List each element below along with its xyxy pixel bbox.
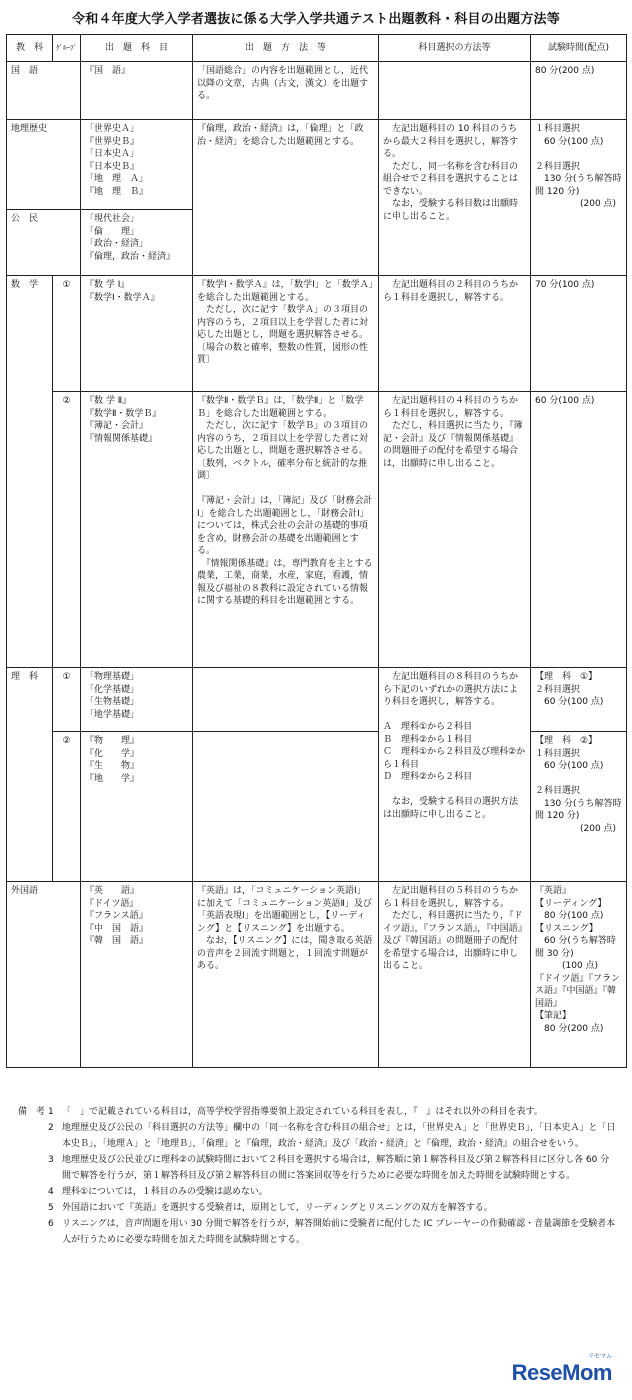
time-cell: 『英語』 【リーディング】 80 分(100 点) 【リスニング】 60 分(うち解答時間 30 分) (100 点) 『ドイツ語』『フランス語』『中国語』『韓国語』 【筆記】 80 分(200 点)	[531, 882, 627, 1068]
selection-cell: 左記出題科目の４科目のうちから１科目を選択し，解答する。 ただし，科目選択に当たり，『簿記・会計』及び『情報関係基礎』の問題冊子の配付を希望する場合は，出願時に申し出ること。	[379, 392, 531, 668]
note-number: 6	[48, 1219, 54, 1229]
course-cell: 『国 語』	[81, 62, 193, 120]
subject-cell: 外国語	[7, 882, 81, 1068]
header-time: 試験時間(配点)	[531, 35, 627, 62]
time-cell: 【理 科 ①】 ２科目選択 60 分(100 点)	[531, 668, 627, 732]
selection-cell: 左記出題科目の 10 科目のうちから最大２科目を選択し，解答する。 ただし，同一名称を含む科目の組合せで２科目を選択することはできない。 なお，受験する科目数は出願時に申し出ること。	[379, 120, 531, 276]
method-cell: 『数学Ⅰ・数学Ａ』は，「数学Ⅰ」と「数学Ａ」を総合した出題範囲とする。 ただし，次に記す「数学Ａ」の３項目の内容のうち，２項目以上を学習した者に対応した出題とし，問題を選択解答させる。 〔場合の数と確率，整数の性質，図形の性質〕	[193, 276, 379, 392]
note-number: 3	[48, 1155, 54, 1165]
selection-cell: 左記出題科目の５科目のうちから１科目を選択し，解答する。 ただし，科目選択に当たり，『ドイツ語』，『フランス語』，『中国語』及び『韓国語』の問題冊子の配付を希望する場合は，出願時に申し出ること。	[379, 882, 531, 1068]
page-title: 令和４年度大学入学者選抜に係る大学入学共通テスト出題教科・科目の出題方法等	[72, 12, 560, 27]
table-header-row	[7, 35, 627, 62]
course-cell: 『物 理』 『化 学』 『生 物』 『地 学』	[81, 732, 193, 882]
subject-cell: 数 学	[7, 276, 53, 668]
time-cell: 60 分(100 点)	[531, 392, 627, 668]
course-cell: 『英 語』 『ドイツ語』 『フランス語』 『中 国 語』 『韓 国 語』	[81, 882, 193, 1068]
note-number: 4	[48, 1187, 54, 1197]
notes-section	[18, 1104, 618, 1248]
note-item	[18, 1104, 618, 1120]
group-cell: ②	[53, 732, 81, 882]
method-cell: 『数学Ⅱ・数学Ｂ』は，「数学Ⅱ」と「数学Ｂ」を総合した出題範囲とする。 ただし，次に記す「数学Ｂ」の３項目の内容のうち，２項目以上を学習した者に対応した出題とし，問題を選択解答させる。 〔数列，ベクトル，確率分布と統計的な推測〕 『簿記・会計』は，「簿記」及び「財務会計Ⅰ」を総合した出題範囲とし，「財務会計Ⅰ」については，株式会社の会計の基礎的事項を含め，財務会計の基礎を出題範囲とする。 『情報関係基礎』は，専門教育を主とする農業，工業，商業，水産，家庭，看護，情報及び福祉の８教科に設定されている情報に関する基礎的科目を出題範囲とする。	[193, 392, 379, 668]
table-row-sugaku2	[7, 392, 627, 668]
time-cell: 70 分(100 点)	[531, 276, 627, 392]
course-cell: 「物理基礎」 「化学基礎」 「生物基礎」 「地学基礎」	[81, 668, 193, 732]
note-text: 地理歴史及び公民並びに理科②の試験時間において２科目を選択する場合は，解答順に第１解答科目及び第２解答科目に区分し各 60 分間で解答を行うが，第１解答科目及び第２解答科目の間に答案回収等を行うために必要な時間を加えた時間を試験時間とする。	[62, 1155, 610, 1181]
course-cell: 『数 学 Ⅰ』 『数学Ⅰ・数学Ａ』	[81, 276, 193, 392]
exam-table	[6, 34, 627, 1068]
group-cell: ①	[53, 668, 81, 732]
selection-cell: 左記出題科目の８科目のうちから下記のいずれかの選択方法により科目を選択し，解答する。 Ａ 理科①から２科目 Ｂ 理科②から１科目 Ｃ 理科①から２科目及び理科②から１科目 Ｄ 理科②から２科目 なお，受験する科目の選択方法は出願時に申し出ること。	[379, 668, 531, 882]
selection-cell: 左記出題科目の２科目のうちから１科目を選択し，解答する。	[379, 276, 531, 392]
method-cell: 「国語総合」の内容を出題範囲とし，近代以降の文章，古典（古文，漢文）を出題する。	[193, 62, 379, 120]
note-item	[18, 1200, 618, 1216]
course-cell: 「現代社会」 「倫 理」 「政治・経済」 『倫理，政治・経済』	[81, 210, 193, 276]
time-cell: 【理 科 ②】 １科目選択 60 分(100 点) ２科目選択 130 分(うち解答時間 120 分) (200 点)	[531, 732, 627, 882]
subject-cell: 国 語	[7, 62, 81, 120]
subject-cell: 公 民	[7, 210, 81, 276]
note-item	[18, 1216, 618, 1248]
note-text: 外国語において『英語』を選択する受験者は，原則として，リーディングとリスニングの双方を解答する。	[62, 1203, 493, 1213]
course-cell: 「世界史Ａ」 『世界史Ｂ』 「日本史Ａ」 『日本史Ｂ』 「地 理 Ａ」 『地 理 Ｂ』	[81, 120, 193, 210]
course-cell: 『数 学 Ⅱ』 『数学Ⅱ・数学Ｂ』 『簿記・会計』 『情報関係基礎』	[81, 392, 193, 668]
method-cell	[193, 732, 379, 882]
note-text: 地理歴史及び公民の「科目選択の方法等」欄中の「同一名称を含む科目の組合せ」とは，「世界史Ａ」と「世界史Ｂ」，「日本史Ａ」と「日本史Ｂ」，「地理Ａ」と「地理Ｂ」，「倫理」と『倫理，政治・経済』及び「政治・経済」と『倫理，政治・経済』の組合せをいう。	[62, 1123, 616, 1149]
note-text: 「 」で記載されている科目は，高等学校学習指導要領上設定されている科目を表し，『 』はそれ以外の科目を表す。	[62, 1107, 543, 1117]
notes-lead: 備 考	[18, 1107, 46, 1117]
header-method: 出 題 方 法 等	[193, 35, 379, 62]
group-cell: ①	[53, 276, 81, 392]
table-row-chireki	[7, 120, 627, 210]
note-number: 2	[48, 1123, 54, 1133]
method-cell: 『倫理，政治・経済』は，「倫理」と「政治・経済」を総合した出題範囲とする。	[193, 120, 379, 276]
header-course: 出 題 科 目	[81, 35, 193, 62]
table-row-sugaku1	[7, 276, 627, 392]
time-cell: １科目選択 60 分(100 点) ２科目選択 130 分(うち解答時間 120 分) (200 点)	[531, 120, 627, 276]
header-selection: 科目選択の方法等	[379, 35, 531, 62]
note-item	[18, 1184, 618, 1200]
selection-cell	[379, 62, 531, 120]
time-cell: 80 分(200 点)	[531, 62, 627, 120]
note-text: 理科①については，１科目のみの受験は認めない。	[62, 1187, 268, 1197]
resemom-logo: ReseMom	[511, 1360, 612, 1385]
note-item	[18, 1152, 618, 1184]
note-text: リスニングは，音声問題を用い 30 分間で解答を行うが，解答開始前に受験者に配付した IC プレーヤーの作動確認・音量調節を受験者本人が行うために必要な時間を加えた時間を試験時間とする。	[62, 1219, 616, 1245]
table-row-rika2	[7, 732, 627, 882]
note-item	[18, 1120, 618, 1152]
table-row-rika1	[7, 668, 627, 732]
group-cell: ②	[53, 392, 81, 668]
logo-reading: リセマム	[588, 1353, 612, 1360]
note-number: 1	[48, 1107, 54, 1117]
note-number: 5	[48, 1203, 54, 1213]
table-row-gaikokugo	[7, 882, 627, 1068]
subject-cell: 理 科	[7, 668, 53, 882]
method-cell: 『英語』は，「コミュニケーション英語Ⅰ」に加えて「コミュニケーション英語Ⅱ」及び「英語表現Ⅰ」を出題範囲とし，【リーディング】と【リスニング】を出題する。 なお，【リスニング】には，聞き取る英語の音声を２回流す問題と，１回流す問題がある。	[193, 882, 379, 1068]
method-cell	[193, 668, 379, 732]
table-row-kokugo	[7, 62, 627, 120]
header-group: ｸﾞﾙｰﾌﾟ	[53, 35, 81, 62]
header-subject: 教 科	[7, 35, 53, 62]
subject-cell: 地理歴史	[7, 120, 81, 210]
